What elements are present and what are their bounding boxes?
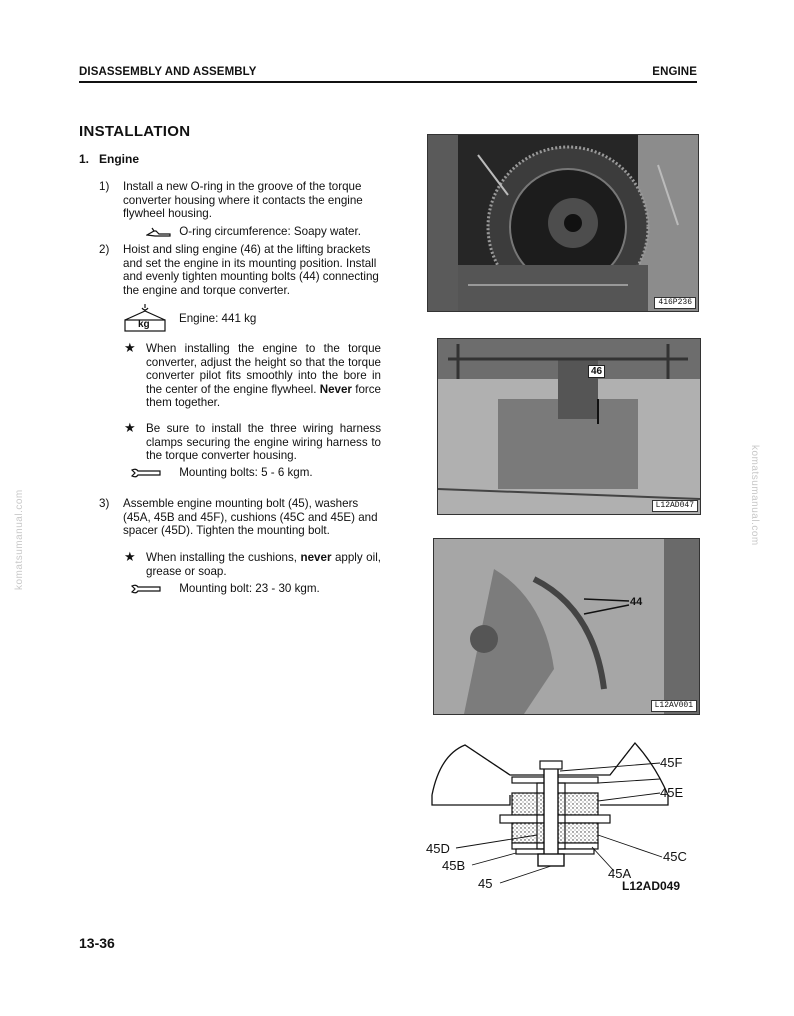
star-icon: ★	[124, 340, 136, 355]
header-right: ENGINE	[652, 66, 697, 78]
step-1	[99, 180, 381, 221]
step-number: 3)	[99, 497, 110, 510]
diagram-label-45: 45	[478, 876, 493, 891]
photo-mounting-bolts	[433, 538, 700, 715]
spec-torque-2-text: Mounting bolt: 23 - 30 kgm.	[179, 582, 320, 595]
photo-engine	[437, 338, 701, 515]
photo-flywheel	[427, 134, 699, 312]
watermark-right: komatsumanual.com	[749, 445, 760, 546]
photo-engine-code: L12AD047	[652, 500, 698, 512]
diagram-label-45a: 45A	[608, 866, 632, 881]
photo-mounting-bolts-code: L12AV001	[651, 700, 697, 712]
mounting-bolt-diagram	[420, 735, 710, 905]
spec-oring	[146, 225, 361, 238]
star-icon: ★	[124, 420, 136, 435]
spec-torque-1-text: Mounting bolts: 5 - 6 kgm.	[179, 466, 313, 479]
subsection-title: Engine	[99, 152, 140, 166]
oil-can-icon	[146, 226, 172, 238]
step-3	[99, 497, 381, 538]
weight-symbol: kg	[138, 319, 150, 330]
section-title: INSTALLATION	[79, 123, 191, 140]
spec-torque-1	[130, 466, 313, 479]
star-icon: ★	[124, 549, 136, 564]
diagram-label-45f: 45F	[660, 755, 683, 770]
subsection-number: 1.	[79, 152, 90, 166]
step-text: Hoist and sling engine (46) at the lifting brackets and set the engine in its mounting position. Install and evenly tighten mounting bolts (44) connecting the engine and torque converter.	[123, 243, 379, 297]
step-2	[99, 243, 381, 297]
spec-oring-text: O-ring circumference: Soapy water.	[179, 225, 361, 238]
step-text: Assemble engine mounting bolt (45), washers (45A, 45B and 45F), cushions (45C and 45E) and spacer (45D). Tighten the mounting bolt.	[123, 497, 378, 538]
step-number: 2)	[99, 243, 110, 256]
note-2: ★ Be sure to install the three wiring harness clamps securing the engine wiring harness to the torque converter housing.	[124, 420, 381, 463]
diagram-label-45d: 45D	[426, 841, 450, 856]
diagram-label-45e: 45E	[660, 785, 684, 800]
diagram-label-45c: 45C	[663, 849, 687, 864]
subsection-heading	[79, 152, 139, 166]
photo-mounting-bolts-callout: 44	[630, 596, 643, 608]
diagram-code: L12AD049	[622, 879, 681, 893]
diagram-label-45b: 45B	[442, 858, 466, 873]
step-text: Install a new O-ring in the groove of the torque converter housing where it contacts the engine flywheel housing.	[123, 180, 363, 221]
wrench-icon	[130, 583, 162, 595]
photo-engine-callout: 46	[588, 365, 605, 378]
header-rule	[79, 81, 697, 83]
spec-torque-2	[130, 582, 320, 595]
step-number: 1)	[99, 180, 110, 193]
wrench-icon	[130, 467, 162, 479]
note-1: ★ When installing the engine to the torque converter, adjust the height so that the torque converter pilot fits smoothly into the bore in the center of the engine flywheel. Never force them together.	[124, 340, 382, 410]
page-number: 13-36	[79, 935, 115, 951]
spec-weight-text: Engine: 441 kg	[179, 312, 257, 325]
note-3: ★ When installing the cushions, never apply oil, grease or soap.	[124, 549, 381, 578]
header-left: DISASSEMBLY AND ASSEMBLY	[79, 66, 257, 78]
photo-flywheel-code: 416P236	[654, 297, 696, 309]
watermark-left: komatsumanual.com	[14, 489, 25, 590]
